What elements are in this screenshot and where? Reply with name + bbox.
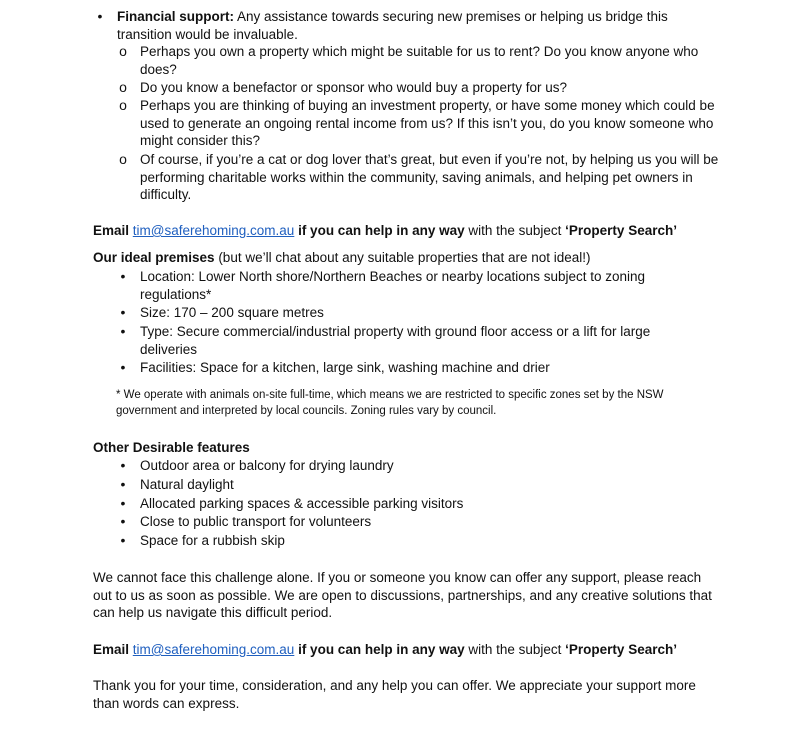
email-subject: ‘Property Search’ [565, 642, 677, 657]
email-bold-text: if you can help in any way [294, 642, 465, 657]
ideal-premises-item [116, 323, 716, 359]
email-subject: ‘Property Search’ [565, 223, 677, 238]
desirable-feature-text: Space for a rubbish skip [140, 533, 285, 548]
financial-subitem-text: Do you know a benefactor or sponsor who would buy a property for us? [140, 80, 567, 95]
thanks-paragraph: Thank you for your time, consideration, and any help you can offer. We appreciate your support more than words can express. [93, 678, 696, 711]
bullet-marker: • [120, 495, 126, 511]
desirable-feature-text: Natural daylight [140, 477, 234, 492]
financial-support-title: Financial support: [117, 9, 235, 24]
email-link[interactable]: tim@saferehoming.com.au [132, 223, 295, 238]
email-label: Email [93, 223, 133, 238]
ideal-premises-item-text: Facilities: Space for a kitchen, large sink, washing machine and drier [140, 360, 550, 375]
bullet-marker: • [120, 323, 126, 339]
financial-support-item [93, 8, 733, 44]
circle-bullet-marker: o [119, 151, 127, 167]
bullet-marker: • [97, 8, 103, 24]
circle-bullet-marker: o [119, 97, 127, 113]
ideal-premises-item [116, 359, 716, 377]
desirable-feature-item [116, 495, 716, 513]
bullet-marker: • [120, 304, 126, 320]
ideal-premises-title: Our ideal premises [93, 250, 215, 265]
ideal-premises-note: (but we’ll chat about any suitable properties that are not ideal!) [214, 250, 591, 265]
desirable-feature-item [116, 457, 716, 475]
desirable-feature-text: Close to public transport for volunteers [140, 514, 372, 529]
bullet-marker: • [120, 457, 126, 473]
financial-subitem-text: Perhaps you are thinking of buying an investment property, or have some money which could be used to generate an ongoing rental income from us? If this isn’t you, do you know someone who might consider this? [140, 98, 715, 148]
bullet-marker: • [120, 268, 126, 284]
email-label: Email [93, 642, 133, 657]
email-bold-text: if you can help in any way [294, 223, 465, 238]
email-contact-line [93, 222, 733, 240]
bullet-marker: • [120, 476, 126, 492]
financial-support-text [117, 8, 717, 43]
appeal-paragraph: We cannot face this challenge alone. If you or someone you know can offer any support, please reach out to us as soon as possible. We are open to discussions, partnerships, and any creative solutions that can help us navigate this difficult period. [93, 570, 712, 620]
bullet-marker: • [120, 513, 126, 529]
bullet-marker: • [120, 359, 126, 375]
circle-bullet-marker: o [119, 79, 127, 95]
ideal-premises-item [116, 304, 716, 322]
financial-subitem-text: Of course, if you’re a cat or dog lover that’s great, but even if you’re not, by helping us you will be performing charitable works within the community, saving animals, and helping pet owners in difficulty. [140, 152, 719, 202]
desirable-feature-text: Outdoor area or balcony for drying laundry [140, 458, 394, 473]
desirable-feature-item [116, 513, 716, 531]
ideal-premises-item-text: Location: Lower North shore/Northern Beaches or nearby locations subject to zoning regulations* [140, 269, 646, 302]
email-mid-text: with the subject [464, 642, 566, 657]
financial-subitem [116, 151, 736, 205]
financial-subitem [116, 43, 736, 79]
financial-support-body: Any assistance towards securing new premises or helping us bridge this transition would be invaluable. [117, 9, 668, 42]
email-link[interactable]: tim@saferehoming.com.au [132, 642, 295, 657]
financial-subitem [116, 97, 736, 151]
ideal-premises-item [116, 268, 716, 304]
ideal-premises-heading [93, 249, 733, 267]
desirable-feature-text: Allocated parking spaces & accessible parking visitors [140, 496, 464, 511]
desirable-feature-item [116, 476, 716, 494]
financial-subitem [116, 79, 736, 97]
ideal-premises-item-text: Type: Secure commercial/industrial property with ground floor access or a lift for large deliveries [140, 324, 651, 357]
financial-subitem-text: Perhaps you own a property which might be suitable for us to rent? Do you know anyone who does? [140, 44, 699, 77]
desirable-feature-item [116, 532, 716, 550]
ideal-premises-item-text: Size: 170 – 200 square metres [140, 305, 324, 320]
desirable-features-title: Other Desirable features [93, 440, 250, 455]
email-contact-line [93, 641, 733, 659]
email-mid-text: with the subject [464, 223, 566, 238]
zoning-footnote: * We operate with animals on-site full-time, which means we are restricted to specific zones set by the NSW government and interpreted by local councils. Zoning rules vary by council. [116, 389, 664, 417]
bullet-marker: • [120, 532, 126, 548]
circle-bullet-marker: o [119, 43, 127, 59]
desirable-features-heading [93, 439, 733, 457]
